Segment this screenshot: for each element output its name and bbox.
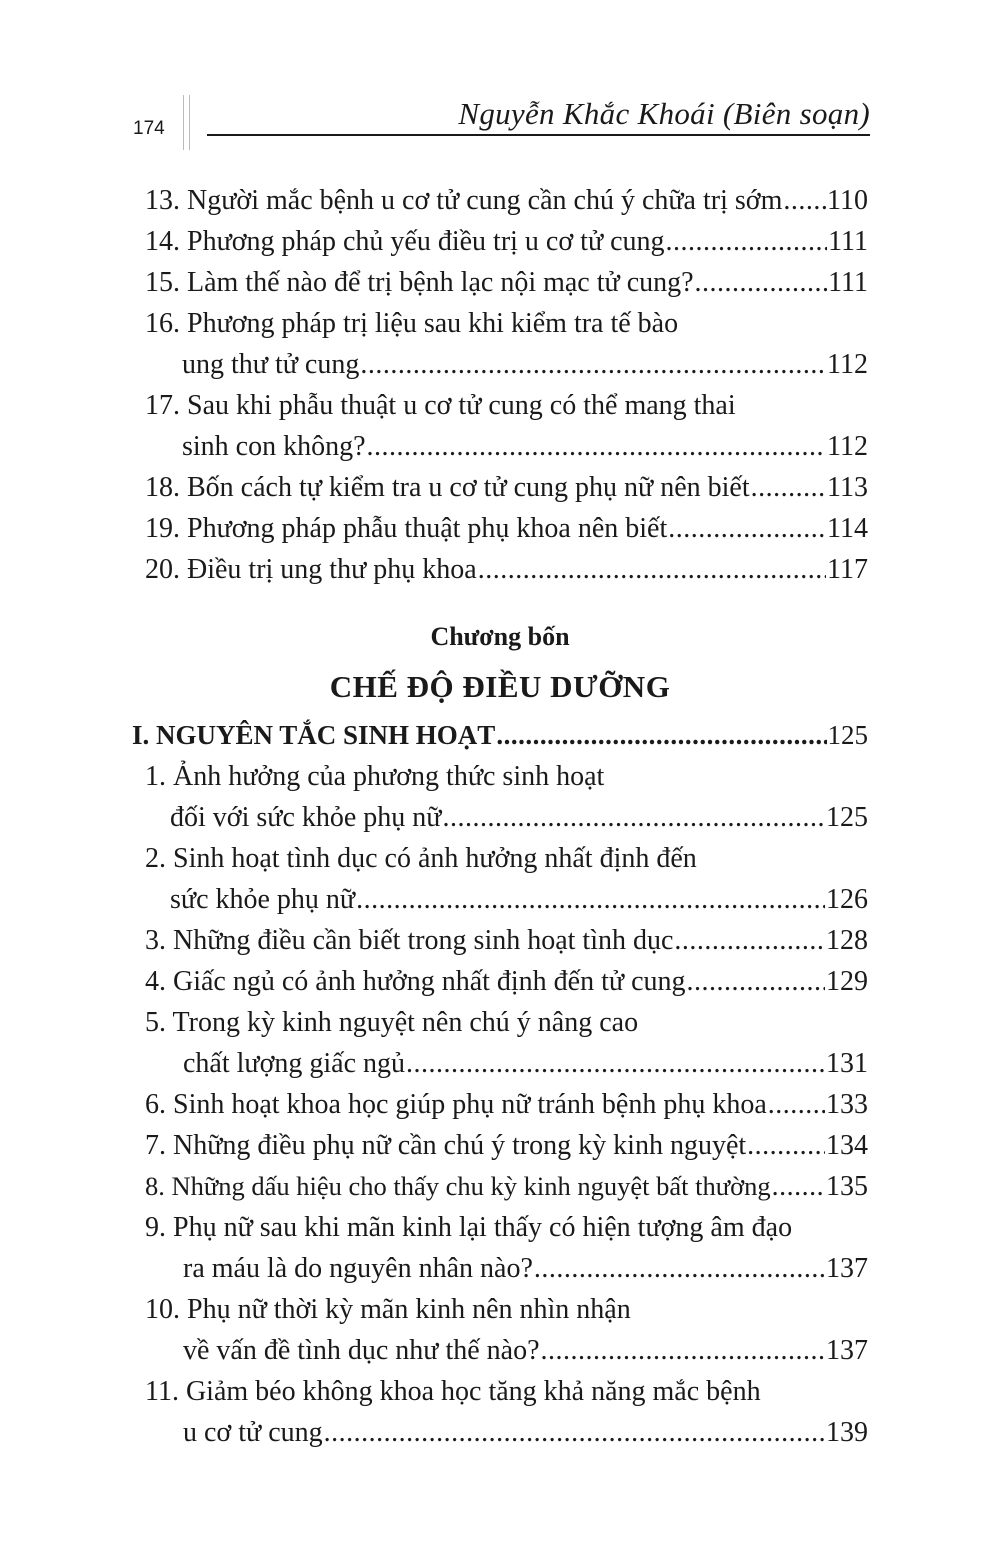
toc-entry-title-cont: đối với sức khỏe phụ nữ [170, 802, 442, 833]
toc-entry-page: 110 [827, 185, 868, 216]
dot-leader [534, 1248, 825, 1289]
toc-entry-page: 137 [826, 1253, 868, 1284]
toc-entry [145, 221, 868, 262]
toc-entry-title-cont: sức khỏe phụ nữ [170, 884, 356, 915]
toc-entry [145, 1207, 868, 1289]
toc-entry-title: 11. Giảm béo không khoa học tăng khả năng mắc bệnh [145, 1376, 761, 1407]
dot-leader [367, 426, 827, 467]
dot-leader [360, 344, 826, 385]
toc-entry-title: 3. Những điều cần biết trong sinh hoạt tình dục [145, 925, 674, 956]
toc-entry-page: 111 [828, 267, 868, 298]
dot-leader [442, 797, 825, 838]
chapter-title: CHẾ ĐỘ ĐIỀU DƯỠNG [329, 669, 671, 704]
dot-leader [772, 1166, 825, 1207]
toc-list [145, 180, 868, 590]
toc-entry-title: 10. Phụ nữ thời kỳ mãn kinh nên nhìn nhận [145, 1294, 631, 1325]
dot-leader [478, 549, 826, 590]
toc-entry-title-cont: về vấn đề tình dục như thế nào? [183, 1335, 540, 1366]
toc-entry-page: 111 [828, 226, 868, 257]
toc-entry [145, 756, 868, 838]
toc-entry-page: 131 [826, 1048, 868, 1079]
dot-leader [751, 467, 826, 508]
toc-section [132, 714, 868, 756]
toc-entry-page: 129 [826, 966, 868, 997]
toc-entry [145, 920, 868, 961]
toc-entry-title: 4. Giấc ngủ có ảnh hưởng nhất định đến tử cung [145, 966, 686, 997]
toc-entry-page: 126 [826, 884, 868, 915]
toc-entry-page: 128 [826, 925, 868, 956]
dot-leader [695, 262, 828, 303]
toc-entry-page: 137 [826, 1335, 868, 1366]
toc-entry [145, 1289, 868, 1371]
toc-entry-page: 125 [826, 802, 868, 833]
toc-entry-title: 7. Những điều phụ nữ cần chú ý trong kỳ kinh nguyệt [145, 1130, 747, 1161]
dot-leader [324, 1412, 825, 1453]
dot-leader [768, 1084, 825, 1125]
dot-leader [783, 180, 826, 221]
toc-entry [145, 1166, 868, 1207]
dot-leader [356, 879, 825, 920]
toc-entry-title: 17. Sau khi phẫu thuật u cơ tử cung có thể mang thai [145, 390, 736, 421]
toc-entry-page: 117 [827, 554, 868, 585]
toc-entry-title: 18. Bốn cách tự kiểm tra u cơ tử cung phụ nữ nên biết [145, 472, 750, 503]
toc-entry-page: 112 [827, 431, 868, 462]
dot-leader [668, 508, 826, 549]
toc-entry-title: 2. Sinh hoạt tình dục có ảnh hưởng nhất định đến [145, 843, 697, 874]
dot-leader [687, 961, 826, 1002]
toc-entry-title: 1. Ảnh hưởng của phương thức sinh hoạt [145, 761, 605, 792]
toc-entry-page: 114 [827, 513, 868, 544]
toc-entry-title-cont: ung thư tử cung [182, 349, 360, 380]
running-head: Nguyễn Khắc Khoái (Biên soạn) [458, 96, 870, 131]
toc-list [132, 714, 868, 1453]
toc-entry [145, 303, 868, 385]
toc-entry [145, 385, 868, 467]
toc-entry-title: 16. Phương pháp trị liệu sau khi kiểm tra tế bào [145, 308, 679, 339]
toc-entry [145, 1125, 868, 1166]
toc-entry-title-cont: chất lượng giấc ngủ [183, 1048, 406, 1079]
dot-leader [747, 1125, 825, 1166]
dot-leader [406, 1043, 825, 1084]
toc-entry [145, 1002, 868, 1084]
chapter-heading [0, 612, 1000, 712]
toc-entry-page: 139 [826, 1417, 868, 1448]
toc-section-title: I. NGUYÊN TẮC SINH HOẠT [132, 720, 496, 750]
toc-entry [145, 1084, 868, 1125]
toc-entry-title-cont: u cơ tử cung [183, 1417, 323, 1448]
toc-entry-title: 5. Trong kỳ kinh nguyệt nên chú ý nâng cao [145, 1007, 639, 1038]
toc-entry-title: 14. Phương pháp chủ yếu điều trị u cơ tử cung [145, 226, 665, 257]
toc-entry-title: 20. Điều trị ung thư phụ khoa [145, 554, 477, 585]
toc-entry-title: 19. Phương pháp phẫu thuật phụ khoa nên biết [145, 513, 668, 544]
toc-entry-title: 8. Những dấu hiệu cho thấy chu kỳ kinh nguyệt bất thường [145, 1171, 771, 1201]
toc-entry-page: 112 [827, 349, 868, 380]
toc-entry-title: 6. Sinh hoạt khoa học giúp phụ nữ tránh bệnh phụ khoa [145, 1089, 767, 1120]
dot-leader [541, 1330, 825, 1371]
toc-entry [145, 467, 868, 508]
toc-entry-title-cont: sinh con không? [182, 431, 366, 462]
toc-entry-title-cont: ra máu là do nguyên nhân nào? [183, 1253, 533, 1284]
toc-entry [145, 180, 868, 221]
toc-entry-title: 9. Phụ nữ sau khi mãn kinh lại thấy có hiện tượng âm đạo [145, 1212, 793, 1243]
toc-entry [145, 838, 868, 920]
toc-entry-page: 113 [827, 472, 868, 503]
toc-entry [145, 549, 868, 590]
chapter-label: Chương bốn [430, 622, 570, 651]
dot-leader [496, 714, 826, 756]
toc-entry [145, 961, 868, 1002]
toc-entry-page: 135 [826, 1171, 868, 1202]
header-divider [183, 95, 190, 150]
toc-entry-title: 13. Người mắc bệnh u cơ tử cung cần chú ý chữa trị sớm [145, 185, 783, 216]
toc-entry-page: 133 [826, 1089, 868, 1120]
toc-section-page: 125 [827, 720, 868, 750]
dot-leader [666, 221, 828, 262]
toc-entry-page: 134 [826, 1130, 868, 1161]
toc-entry [145, 1371, 868, 1453]
page-number: 174 [133, 118, 165, 139]
toc-entry [145, 508, 868, 549]
header-rule [207, 134, 870, 136]
toc-entry-title: 15. Làm thế nào để trị bệnh lạc nội mạc tử cung? [145, 267, 694, 298]
dot-leader [674, 920, 825, 961]
toc-entry [145, 262, 868, 303]
page-header [0, 92, 1000, 152]
